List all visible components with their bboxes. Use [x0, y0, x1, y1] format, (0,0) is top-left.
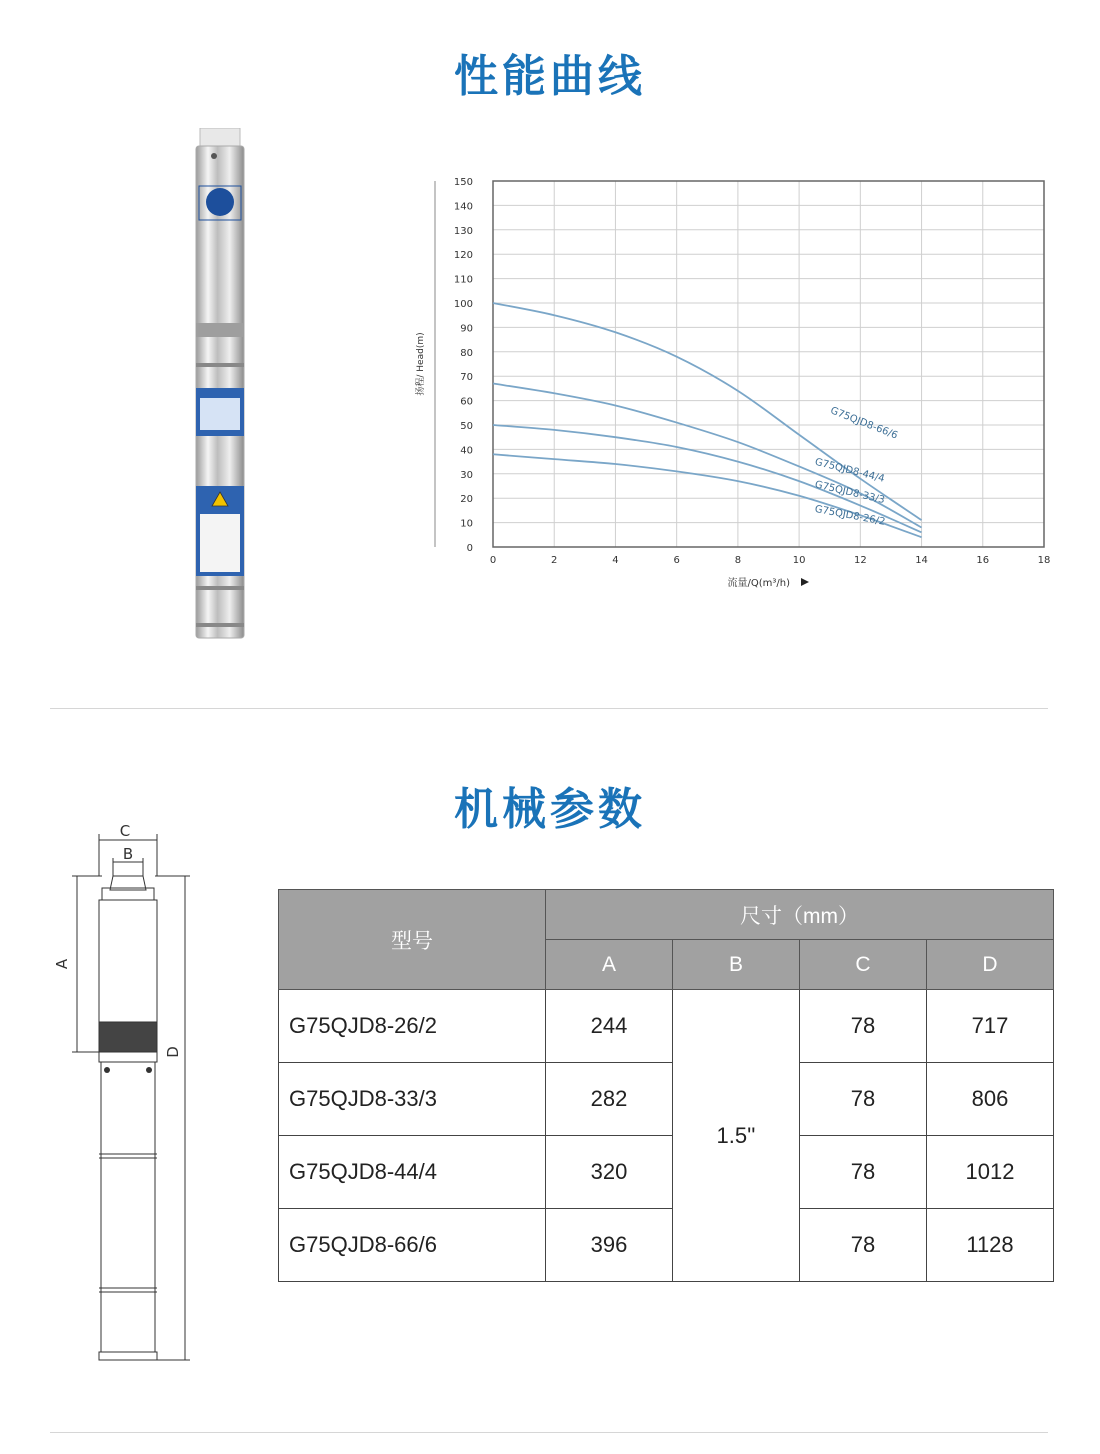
x-tick-label-4: 4 [612, 555, 619, 566]
plot-frame [493, 181, 1044, 547]
x-tick-label-14: 14 [915, 555, 928, 566]
x-tick-label-8: 8 [734, 555, 742, 566]
y-tick-label-30: 30 [460, 469, 473, 481]
x-axis-arrow-icon [801, 578, 809, 586]
divider-bottom [50, 1432, 1048, 1433]
y-tick-label-140: 140 [453, 201, 473, 213]
cell-a: 244 [546, 990, 673, 1063]
y-tick-label-60: 60 [460, 396, 473, 408]
x-tick-label-12: 12 [853, 555, 867, 566]
y-tick-label-40: 40 [460, 445, 473, 457]
performance-chart [395, 165, 1065, 595]
cell-a: 320 [546, 1136, 673, 1209]
cell-model: G75QJD8-44/4 [279, 1136, 546, 1209]
y-tick-label-150: 150 [453, 177, 473, 188]
table-row [279, 1136, 1054, 1209]
x-tick-label-10: 10 [792, 555, 806, 566]
y-tick-label-10: 10 [460, 518, 473, 530]
x-tick-label-18: 18 [1037, 555, 1051, 566]
header-col-b: B [673, 940, 800, 990]
dim-label-b: B [122, 845, 134, 863]
y-tick-label-130: 130 [453, 225, 473, 237]
series-label-G75QJD8-66/6: G75QJD8-66/6 [828, 405, 900, 442]
dim-label-d: D [164, 1046, 182, 1058]
cell-d: 1012 [927, 1136, 1054, 1209]
header-col-a: A [546, 940, 673, 990]
cell-c: 78 [800, 990, 927, 1063]
y-tick-label-20: 20 [460, 494, 473, 506]
x-tick-label-16: 16 [976, 555, 990, 566]
cell-model: G75QJD8-66/6 [279, 1209, 546, 1282]
y-tick-label-110: 110 [453, 274, 473, 286]
x-tick-label-6: 6 [673, 555, 680, 566]
cell-a: 396 [546, 1209, 673, 1282]
header-col-c: C [800, 940, 927, 990]
cell-a: 282 [546, 1063, 673, 1136]
table-row [279, 1209, 1054, 1282]
dimension-drawing [50, 818, 200, 1370]
cell-c: 78 [800, 1136, 927, 1209]
pump-image [190, 128, 250, 643]
y-tick-label-80: 80 [460, 347, 473, 359]
series-label-G75QJD8-44/4: G75QJD8-44/4 [813, 456, 886, 485]
table-row [279, 1063, 1054, 1136]
cell-model: G75QJD8-33/3 [279, 1063, 546, 1136]
table-header-row [279, 890, 1054, 940]
series-line-G75QJD8-44/4 [493, 384, 922, 528]
x-tick-label-2: 2 [551, 555, 558, 566]
x-tick-label-0: 0 [489, 555, 497, 566]
y-tick-label-90: 90 [460, 323, 473, 335]
series-label-G75QJD8-33/3: G75QJD8-33/3 [813, 479, 886, 507]
cell-d: 1128 [927, 1209, 1054, 1282]
cell-c: 78 [800, 1209, 927, 1282]
x-axis-label: 流量/Q(m³/h) [727, 578, 790, 589]
cell-d: 806 [927, 1063, 1054, 1136]
logo-badge-icon [206, 188, 234, 216]
dim-label-c: C [119, 822, 131, 840]
dim-label-a: A [53, 958, 71, 970]
cell-c: 78 [800, 1063, 927, 1136]
y-tick-label-120: 120 [453, 250, 473, 262]
series-label-G75QJD8-26/2: G75QJD8-26/2 [813, 503, 887, 528]
mechanical-title: 机械参数 [454, 784, 646, 835]
y-tick-label-70: 70 [460, 372, 473, 384]
cell-model: G75QJD8-26/2 [279, 990, 546, 1063]
y-axis-label: 扬程/ Head(m) [416, 332, 426, 396]
divider-top [50, 708, 1048, 709]
cell-b-shared: 1.5'' [673, 990, 800, 1282]
header-col-d: D [927, 940, 1054, 990]
mechanical-spec-table [278, 889, 1054, 1282]
series-line-G75QJD8-66/6 [493, 303, 922, 520]
header-size: 尺寸（mm） [546, 890, 1054, 940]
cell-d: 717 [927, 990, 1054, 1063]
chart-grid [493, 181, 1044, 547]
y-tick-label-0: 0 [466, 543, 473, 554]
table-row [279, 990, 1054, 1063]
y-tick-label-100: 100 [453, 299, 473, 310]
performance-title: 性能曲线 [454, 51, 646, 102]
y-tick-label-50: 50 [460, 421, 473, 432]
header-model: 型号 [279, 890, 546, 990]
